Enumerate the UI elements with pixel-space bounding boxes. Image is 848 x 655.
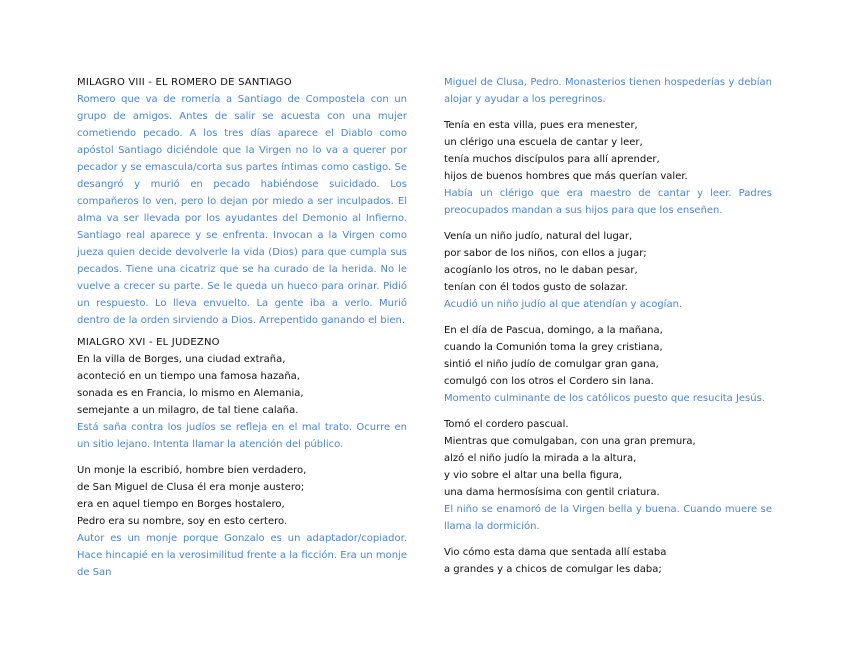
verse-line: Tomó el cordero pascual. [444, 419, 569, 430]
stanza-6 [444, 416, 772, 501]
commentary-milagro-viii: Romero que va de romería a Santiago de Compostela con un grupo de amigos. Antes de salir se acuesta con una mujer cometiendo pecado. A los tres días aparece el Diablo como apóstol Santiago diciéndole que la Virgen no lo va a querer por pecador y se emascula/corta sus partes íntimas como castigo. Se desangró y murió en pecado habiéndose suicidado. Los compañeros lo ven, pero lo dejan por miedo a ser inculpados. El alma va ser llevada por los ayudantes del Demonio al Infierno. Santiago real aparece y se enfrenta. Invocan a la Virgen como jueza quien decide devolverle la vida (Dios) para que cumpla sus pecados. Tiene una cicatriz que se ha curado de la herida. No le vuelve a crecer su parte. Se le queda un hueco para orinar. Pidió un respuesto. Lo lleva envuelto. La gente iba a verlo. Murió dentro de la orden sirviendo a Dios. Arrepentido ganando el bien. [77, 94, 407, 326]
verse-line: En la villa de Borges, una ciudad extraña, [77, 354, 286, 365]
verse-line: comulgó con los otros el Cordero sin lana. [444, 376, 654, 387]
stanza-5 [444, 322, 772, 390]
verse-line: tenían con él todos gusto de solazar. [444, 282, 628, 293]
commentary-continued: Miguel de Clusa, Pedro. Monasterios tienen hospederías y debían alojar y ayudar a los peregrinos. [444, 77, 772, 105]
verse-line: alzó el niño judío la mirada a la altura, [444, 453, 637, 464]
verse-line: a grandes y a chicos de comulgar les daba; [444, 564, 662, 575]
commentary-stanza-1: Está saña contra los judíos se refleja en el mal trato. Ocurre en un sitio lejano. Intenta llamar la atención del público. [77, 422, 407, 450]
stanza-4 [444, 228, 772, 296]
section-title-milagro-xvi: MIALGRO XVI - EL JUDEZNO [77, 337, 220, 348]
verse-line: Un monje la escribió, hombre bien verdadero, [77, 465, 307, 476]
verse-line: sintió el niño judío de comulgar gran gana, [444, 359, 659, 370]
verse-line: Tenía en esta villa, pues era menester, [444, 120, 638, 131]
verse-line: semejante a un milagro, de tal tiene calaña. [77, 405, 299, 416]
stanza-1 [77, 351, 407, 419]
verse-line: Vio cómo esta dama que sentada allí estaba [444, 547, 667, 558]
verse-line: sonada es en Francia, lo mismo en Alemania, [77, 388, 304, 399]
verse-line: un clérigo una escuela de cantar y leer, [444, 137, 643, 148]
verse-line: aconteció en un tiempo una famosa hazaña, [77, 371, 300, 382]
left-column [77, 74, 407, 581]
verse-line: En el día de Pascua, domingo, a la mañana, [444, 325, 663, 336]
verse-line: por sabor de los niños, con ellos a jugar; [444, 248, 647, 259]
right-column [444, 74, 772, 578]
verse-line: era en aquel tiempo en Borges hostalero, [77, 499, 285, 510]
stanza-3 [444, 117, 772, 185]
commentary-stanza-2: Autor es un monje porque Gonzalo es un adaptador/copiador. Hace hincapié en la verosimilitud frente a la ficción. Era un monje de San [77, 533, 407, 578]
verse-line: Mientras que comulgaban, con una gran premura, [444, 436, 696, 447]
commentary-stanza-6: El niño se enamoró de la Virgen bella y buena. Cuando muere se llama la dormición. [444, 504, 772, 532]
verse-line: de San Miguel de Clusa él era monje austero; [77, 482, 305, 493]
stanza-2 [77, 462, 407, 530]
verse-line: cuando la Comunión toma la grey cristiana, [444, 342, 663, 353]
verse-line: Venía un niño judío, natural del lugar, [444, 231, 633, 242]
verse-line: hijos de buenos hombres que más querían valer. [444, 171, 688, 182]
verse-line: y vio sobre el altar una bella figura, [444, 470, 623, 481]
verse-line: tenía muchos discípulos para allí aprender, [444, 154, 660, 165]
commentary-stanza-5: Momento culminante de los católicos puesto que resucita Jesús. [444, 393, 765, 404]
stanza-7 [444, 544, 772, 578]
verse-line: acogíanlo los otros, no le daban pesar, [444, 265, 638, 276]
commentary-stanza-4: Acudió un niño judío al que atendían y acogían. [444, 299, 683, 310]
verse-line: una dama hermosísima con gentil criatura. [444, 487, 660, 498]
verse-line: Pedro era su nombre, soy en esto certero. [77, 516, 288, 527]
section-title-milagro-viii: MILAGRO VIII - EL ROMERO DE SANTIAGO [77, 77, 292, 88]
commentary-stanza-3: Había un clérigo que era maestro de cantar y leer. Padres preocupados mandan a sus hijos para que los enseñen. [444, 188, 772, 216]
